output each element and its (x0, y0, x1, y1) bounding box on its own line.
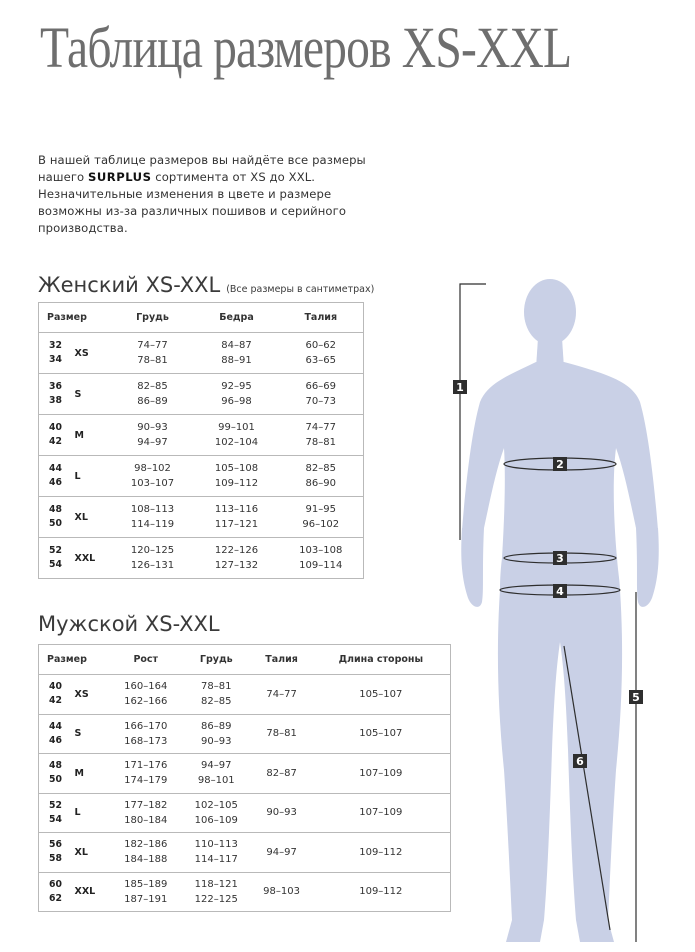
waist-values (279, 538, 364, 579)
waist-value: 70–73 (305, 396, 336, 407)
chest-value: 78–81 (201, 681, 232, 693)
chest-values (181, 833, 252, 873)
height-value: 185–189 (124, 878, 168, 890)
height-values (111, 675, 182, 715)
chest-value: 102–105 (194, 799, 238, 811)
waist-value: 98–103 (263, 886, 300, 898)
hips-value: 96–98 (221, 396, 252, 407)
size-number: 48 (49, 504, 62, 515)
size-label: M (75, 415, 111, 456)
header-waist: Талия (252, 645, 312, 675)
waist-value: 91–95 (305, 504, 336, 515)
side-length-value: 107–109 (312, 793, 451, 833)
units-note: (Все размеры в сантиметрах) (226, 284, 375, 295)
waist-values (279, 333, 364, 374)
size-number: 50 (49, 774, 62, 786)
header-hips: Бедра (195, 303, 279, 333)
figure-right-arm (636, 528, 659, 607)
size-numbers (39, 872, 75, 912)
size-number: 32 (49, 340, 62, 351)
waist-value: 82–85 (305, 463, 336, 474)
size-number: 42 (49, 436, 62, 447)
height-value: 177–182 (124, 799, 168, 811)
waist-value: 103–108 (299, 545, 343, 556)
body-silhouette (461, 279, 659, 942)
chest-value: 103–107 (130, 478, 175, 489)
table-row (39, 872, 451, 912)
body-measurement-figure (440, 270, 690, 950)
height-value: 187–191 (124, 893, 168, 905)
women-title: Женский XS-XXL (38, 273, 221, 297)
size-numbers (39, 833, 75, 873)
height-value: 174–179 (124, 775, 168, 787)
table-row (39, 415, 364, 456)
size-numbers (39, 415, 75, 456)
hips-value: 102–104 (214, 437, 259, 448)
chest-value: 94–97 (137, 437, 168, 448)
chest-value: 126–131 (130, 560, 175, 571)
chest-value: 90–93 (137, 422, 168, 433)
table-row (39, 675, 451, 715)
table-row (39, 833, 451, 873)
waist-value: 74–77 (252, 675, 312, 715)
size-number: 42 (49, 695, 62, 707)
height-values (111, 872, 182, 912)
size-number: 52 (49, 799, 62, 811)
hips-values (195, 333, 279, 374)
table-row (39, 754, 451, 794)
size-number: 44 (49, 720, 62, 732)
height-value: 166–170 (124, 720, 168, 732)
men-table-body (39, 675, 451, 912)
hips-values (195, 538, 279, 579)
size-numbers (39, 754, 75, 794)
hips-value: 127–132 (214, 560, 259, 571)
marker-label: 2 (556, 458, 564, 471)
waist-value: 90–93 (252, 793, 312, 833)
size-number: 54 (49, 559, 62, 570)
size-number: 60 (49, 878, 62, 890)
marker-3 (553, 551, 567, 565)
chest-value: 82–85 (201, 696, 232, 708)
header-waist: Талия (279, 303, 364, 333)
size-numbers (39, 456, 75, 497)
hips-value: 99–101 (218, 422, 255, 433)
side-length-value: 109–112 (359, 886, 403, 898)
waist-value: 86–90 (305, 478, 336, 489)
table-row (39, 538, 364, 579)
hips-values (195, 415, 279, 456)
chest-value: 118–121 (194, 878, 238, 890)
chest-value: 86–89 (137, 396, 168, 407)
marker-5 (629, 690, 643, 704)
marker-1 (453, 380, 467, 394)
chest-values (181, 872, 252, 912)
hips-value: 105–108 (214, 463, 259, 474)
waist-value: 66–69 (305, 381, 336, 392)
marker-label: 5 (632, 691, 640, 704)
height-value: 171–176 (124, 760, 168, 772)
hips-value: 88–91 (221, 355, 252, 366)
waist-values (279, 374, 364, 415)
height-values (111, 793, 182, 833)
table-row (39, 374, 364, 415)
waist-values (279, 456, 364, 497)
waist-value: 78–81 (252, 714, 312, 754)
chest-values (111, 456, 195, 497)
chest-values (111, 374, 195, 415)
women-table-body (39, 333, 364, 579)
height-value: 162–166 (124, 696, 168, 708)
men-section-title (38, 612, 220, 636)
table-header-row (39, 645, 451, 675)
size-numbers (39, 538, 75, 579)
chest-values (111, 333, 195, 374)
hips-value: 113–116 (214, 504, 259, 515)
hips-value: 84–87 (221, 340, 252, 351)
women-size-table (38, 302, 364, 579)
size-number: 40 (49, 422, 62, 433)
figure-head (524, 279, 576, 345)
height-values (111, 754, 182, 794)
size-label: XS (75, 675, 111, 715)
marker-6 (573, 754, 587, 768)
chest-value: 94–97 (201, 760, 232, 772)
size-numbers (39, 497, 75, 538)
chest-value: 106–109 (194, 814, 238, 826)
hips-value: 122–126 (214, 545, 259, 556)
height-value: 160–164 (124, 681, 168, 693)
page-title: Таблица размеров XS-XXL (40, 15, 572, 80)
intro-text-end: сортимента от XS до XXL. Незначительные изменения в цвете и размере возможны из-за различных пошивов и серийного производства. (38, 170, 347, 235)
table-row (39, 333, 364, 374)
size-number: 48 (49, 760, 62, 772)
chest-value: 108–113 (130, 504, 175, 515)
waist-value: 96–102 (302, 519, 340, 530)
height-value: 184–188 (124, 854, 168, 866)
height-values (111, 714, 182, 754)
chest-values (181, 754, 252, 794)
chest-values (111, 415, 195, 456)
chest-values (181, 714, 252, 754)
size-number: 52 (49, 545, 62, 556)
chest-value: 98–101 (197, 775, 235, 787)
size-number: 44 (49, 463, 62, 474)
size-label: L (75, 793, 111, 833)
size-number: 38 (49, 395, 62, 406)
hips-values (195, 497, 279, 538)
header-chest: Грудь (111, 303, 195, 333)
size-label: XXL (74, 886, 96, 898)
size-number: 40 (49, 681, 62, 693)
intro-text (38, 152, 368, 237)
waist-values (279, 497, 364, 538)
size-number: 62 (49, 892, 62, 904)
hips-values (195, 374, 279, 415)
size-label: XL (75, 833, 111, 873)
size-label: XXL (74, 552, 96, 564)
size-number: 56 (49, 839, 62, 851)
side-length-value: 105–107 (312, 714, 451, 754)
waist-value: 109–114 (299, 560, 343, 571)
size-numbers (39, 675, 75, 715)
size-number: 34 (49, 354, 62, 365)
size-numbers (39, 374, 75, 415)
size-label: M (75, 754, 111, 794)
height-value: 182–186 (124, 839, 168, 851)
marker-label: 4 (556, 585, 564, 598)
chest-value: 98–102 (134, 463, 171, 474)
header-chest: Грудь (181, 645, 252, 675)
waist-value: 74–77 (305, 422, 336, 433)
women-section-title (38, 273, 374, 297)
brand-name: SURPLUS (88, 170, 152, 184)
size-numbers (39, 333, 75, 374)
chest-values (181, 793, 252, 833)
header-side-length: Длина стороны (312, 645, 451, 675)
men-size-table (38, 644, 451, 912)
chest-values (181, 675, 252, 715)
size-numbers (39, 793, 75, 833)
size-number: 46 (49, 477, 62, 488)
height-values (111, 833, 182, 873)
chest-value: 74–77 (137, 340, 168, 351)
size-label: S (75, 714, 111, 754)
hips-values (195, 456, 279, 497)
hips-value: 109–112 (214, 478, 259, 489)
chest-value: 114–119 (130, 519, 175, 530)
table-row (39, 456, 364, 497)
waist-value: 63–65 (305, 355, 336, 366)
hips-value: 117–121 (214, 519, 259, 530)
height-value: 168–173 (124, 735, 168, 747)
size-number: 58 (49, 853, 62, 865)
waist-value: 94–97 (252, 833, 312, 873)
marker-label: 1 (456, 381, 464, 394)
waist-value: 60–62 (305, 340, 336, 351)
waist-value: 78–81 (305, 437, 336, 448)
figure-left-arm (461, 528, 484, 607)
side-length-value: 107–109 (312, 754, 451, 794)
marker-label: 6 (576, 755, 584, 768)
marker-2 (553, 457, 567, 471)
chest-value: 82–85 (137, 381, 168, 392)
intro-text-start: В нашей таблице размеров вы найдёте все размеры нашего (38, 153, 366, 184)
waist-values (279, 415, 364, 456)
side-length-value: 109–112 (312, 833, 451, 873)
chest-value: 122–125 (194, 893, 238, 905)
size-number: 36 (49, 381, 62, 392)
header-size: Размер (39, 645, 111, 675)
size-label: XL (75, 497, 111, 538)
chest-values (111, 538, 195, 579)
chest-value: 86–89 (201, 720, 232, 732)
size-number: 54 (49, 813, 62, 825)
marker-4 (553, 584, 567, 598)
men-title: Мужской XS-XXL (38, 612, 220, 636)
size-label: S (75, 374, 111, 415)
marker-label: 3 (556, 552, 564, 565)
chest-value: 114–117 (194, 854, 238, 866)
size-label: XS (75, 333, 111, 374)
chest-values (111, 497, 195, 538)
table-row (39, 497, 364, 538)
header-height: Рост (111, 645, 182, 675)
chest-value: 90–93 (201, 735, 232, 747)
chest-value: 110–113 (194, 839, 238, 851)
height-value: 180–184 (124, 814, 168, 826)
hips-value: 92–95 (221, 381, 252, 392)
table-row (39, 793, 451, 833)
chest-value: 78–81 (137, 355, 168, 366)
chest-value: 120–125 (130, 545, 175, 556)
waist-value: 82–87 (252, 754, 312, 794)
size-numbers (39, 714, 75, 754)
size-label: L (75, 456, 111, 497)
size-number: 46 (49, 734, 62, 746)
side-length-value: 105–107 (312, 675, 451, 715)
table-row (39, 714, 451, 754)
table-header-row (39, 303, 364, 333)
size-number: 50 (49, 518, 62, 529)
header-size: Размер (39, 303, 111, 333)
